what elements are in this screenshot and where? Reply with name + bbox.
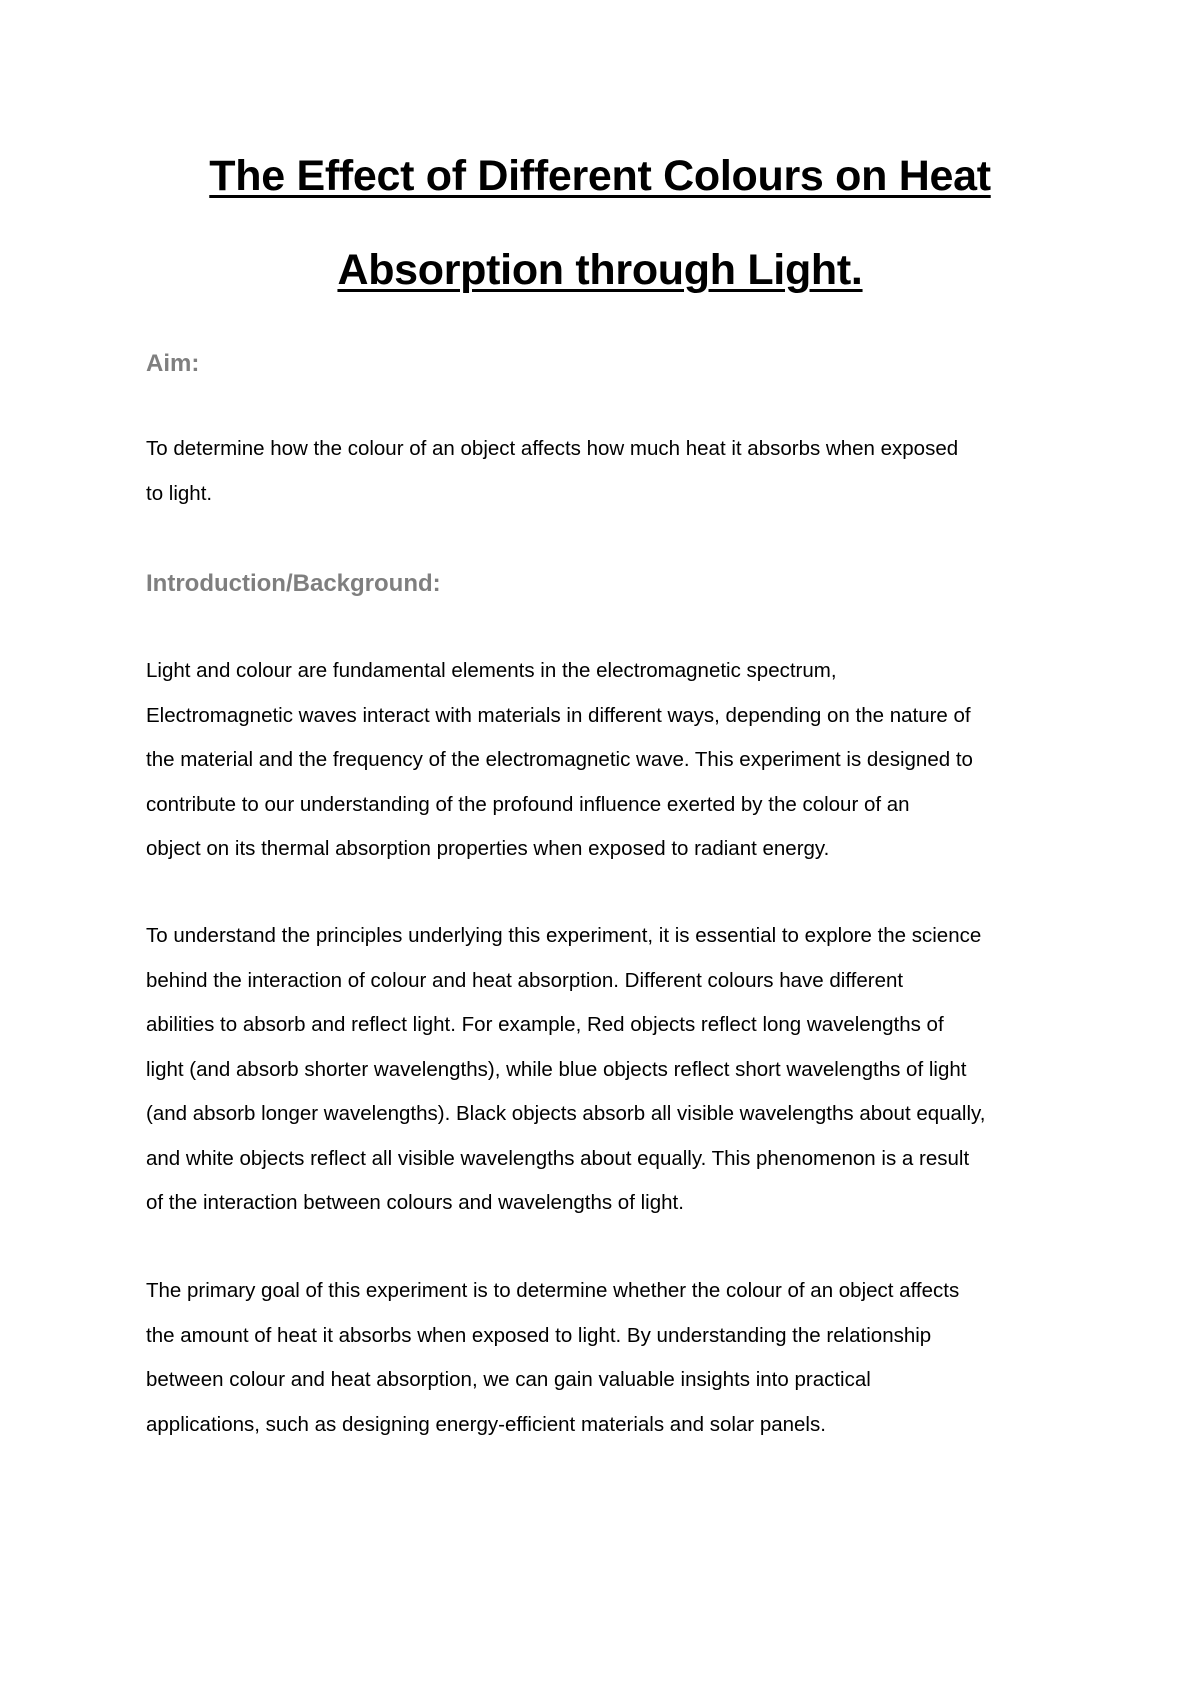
aim-heading: Aim:	[146, 350, 200, 377]
paragraph-line: Electromagnetic waves interact with materials in different ways, depending on the nature of	[146, 703, 971, 727]
paragraph-line: the material and the frequency of the electromagnetic wave. This experiment is designed to	[146, 748, 973, 771]
paragraph-line: between colour and heat absorption, we can gain valuable insights into practical	[146, 1368, 871, 1391]
paragraph-line: applications, such as designing energy-efficient materials and solar panels.	[146, 1412, 826, 1436]
paragraph-line: (and absorb longer wavelengths). Black objects absorb all visible wavelengths about equally,	[146, 1102, 986, 1125]
document-title-line-1: The Effect of Different Colours on Heat	[209, 152, 991, 200]
intro-paragraph-1	[146, 649, 1076, 872]
aim-paragraph	[146, 427, 1076, 516]
paragraph-line: behind the interaction of colour and heat absorption. Different colours have different	[146, 968, 904, 992]
document-title-line-2: Absorption through Light.	[337, 246, 863, 294]
paragraph-line: abilities to absorb and reflect light. For example, Red objects reflect long wavelengths of	[146, 1013, 944, 1036]
introduction-heading: Introduction/Background:	[146, 570, 441, 597]
paragraph-line: object on its thermal absorption properties when exposed to radiant energy.	[146, 837, 830, 860]
paragraph-line: and white objects reflect all visible wavelengths about equally. This phenomenon is a result	[146, 1146, 970, 1170]
aim-line: to light.	[146, 481, 213, 505]
intro-paragraph-3	[146, 1269, 1076, 1447]
paragraph-line: of the interaction between colours and wavelengths of light.	[146, 1191, 684, 1214]
intro-paragraph-2	[146, 914, 1076, 1226]
aim-line: To determine how the colour of an object affects how much heat it absorbs when exposed	[146, 437, 959, 460]
paragraph-line: To understand the principles underlying this experiment, it is essential to explore the science	[146, 924, 982, 947]
paragraph-line: Light and colour are fundamental elements in the electromagnetic spectrum,	[146, 659, 837, 682]
paragraph-line: The primary goal of this experiment is to determine whether the colour of an object affects	[146, 1279, 960, 1302]
paragraph-line: the amount of heat it absorbs when exposed to light. By understanding the relationship	[146, 1323, 932, 1347]
paragraph-line: contribute to our understanding of the profound influence exerted by the colour of an	[146, 792, 910, 816]
paragraph-line: light (and absorb shorter wavelengths), while blue objects reflect short wavelengths of light	[146, 1057, 967, 1081]
